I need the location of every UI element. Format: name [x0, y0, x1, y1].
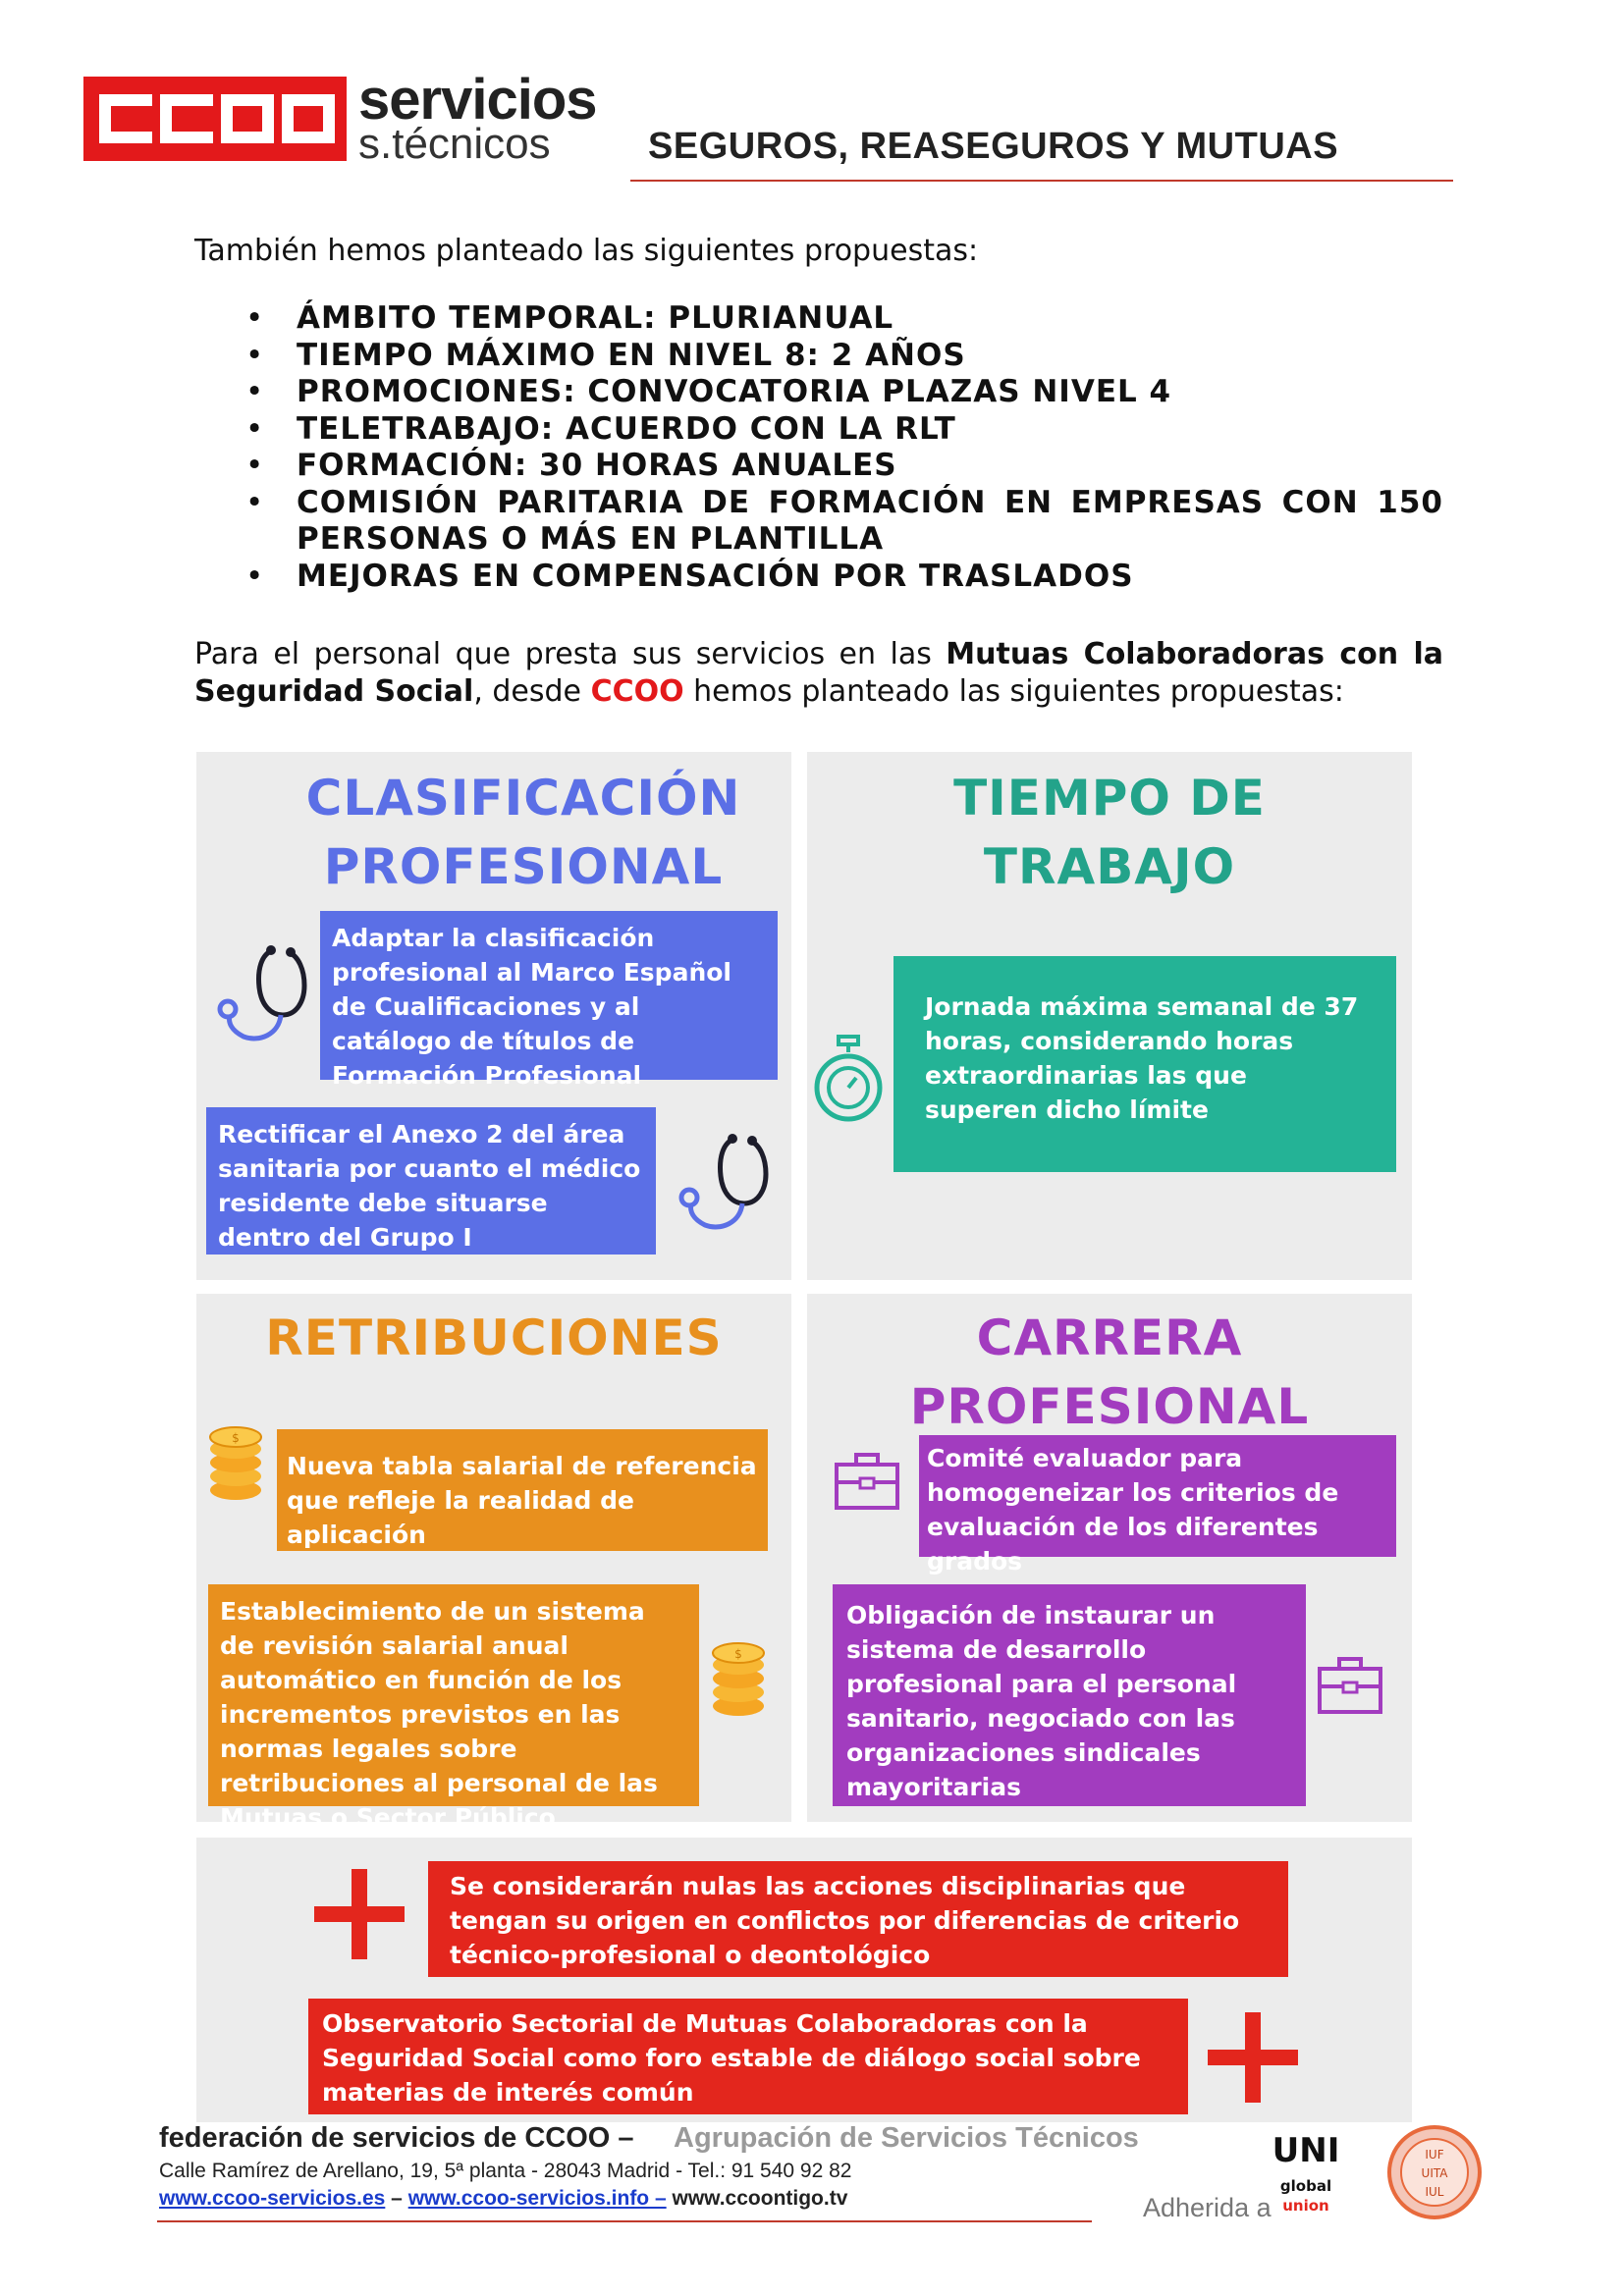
- svg-text:IUL: IUL: [1425, 2185, 1444, 2199]
- extra-item-1: Se considerarán nulas las acciones disciplinarias que tengan su origen en conflictos por diferencias de criterio técnico-profesional o deontológico: [428, 1861, 1288, 1977]
- header-divider: [630, 180, 1453, 182]
- uni-global-union-logo: [1272, 2122, 1340, 2220]
- clasificacion-item-1: Adaptar la clasificación profesional al Marco Español de Cualificaciones y al catálogo de títulos de Formación Profesional: [320, 911, 778, 1080]
- stopwatch-icon: [809, 1035, 888, 1125]
- list-item: • TIEMPO MÁXIMO EN NIVEL 8: 2 AÑOS: [245, 337, 966, 373]
- briefcase-icon: [1316, 1655, 1384, 1716]
- svg-text:$: $: [734, 1647, 742, 1661]
- retribuciones-title: RETRIBUCIONES: [265, 1309, 723, 1366]
- stethoscope-icon: [672, 1129, 774, 1237]
- carrera-item-2: Obligación de instaurar un sistema de desarrollo profesional para el personal sanitario, negociado con las organizaciones sindicales mayoritarias: [833, 1584, 1306, 1806]
- intro-text: También hemos planteado las siguientes propuestas:: [194, 234, 979, 268]
- coins-icon: [206, 1423, 265, 1502]
- list-item: • PROMOCIONES: CONVOCATORIA PLAZAS NIVEL 4: [245, 374, 1172, 409]
- proposals-list: [194, 300, 1443, 595]
- clasificacion-item-2: Rectificar el Anexo 2 del área sanitaria por cuanto el médico residente debe situarse dentro del Grupo I: [206, 1107, 656, 1255]
- svg-text:global: global: [1279, 2177, 1332, 2195]
- footer-federation: federación de servicios de CCOO –: [159, 2122, 634, 2154]
- carrera-title: CARRERA PROFESIONAL: [909, 1309, 1310, 1435]
- page-title: SEGUROS, REASEGUROS Y MUTUAS: [648, 126, 1339, 167]
- logo-letter-c: [99, 94, 152, 143]
- retribuciones-item-1: Nueva tabla salarial de referencia que refleje la realidad de aplicación: [277, 1429, 768, 1551]
- svg-text:UNI: UNI: [1272, 2131, 1340, 2170]
- svg-text:union: union: [1282, 2197, 1329, 2215]
- logo-letter-o: [221, 94, 274, 143]
- footer-group: Agrupación de Servicios Técnicos: [674, 2122, 1139, 2154]
- footer-divider: [157, 2220, 1092, 2222]
- list-item: • COMISIÓN PARITARIA DE FORMACIÓN EN EMPRESAS CON 150 PERSONAS O MÁS EN PLANTILLA: [245, 484, 1443, 557]
- footer-link-ccoo-servicios-es[interactable]: www.ccoo-servicios.es: [159, 2187, 386, 2210]
- list-item: • MEJORAS EN COMPENSACIÓN POR TRASLADOS: [245, 558, 1134, 594]
- brand-subname: s.técnicos: [358, 120, 551, 168]
- ccoo-logo: [83, 77, 347, 161]
- mutuas-paragraph: Para el personal que presta sus servicios en las Mutuas Colaboradoras con la Seguridad Social, desde CCOO hemos planteado las siguientes propuestas:: [194, 637, 1443, 709]
- footer-links: www.ccoo-servicios.es – www.ccoo-servicios.info – www.ccoontigo.tv: [159, 2187, 848, 2210]
- logo-letter-o: [282, 94, 335, 143]
- footer-address: Calle Ramírez de Arellano, 19, 5ª planta - 28043 Madrid - Tel.: 91 540 92 82: [159, 2160, 852, 2182]
- adherida-label: Adherida a: [1143, 2193, 1272, 2222]
- plus-icon: [1206, 2010, 1300, 2105]
- plus-icon: [312, 1867, 406, 1961]
- svg-text:UITA: UITA: [1421, 2166, 1448, 2180]
- stethoscope-icon: [210, 940, 312, 1048]
- list-item: • ÁMBITO TEMPORAL: PLURIANUAL: [245, 300, 894, 336]
- list-item: • FORMACIÓN: 30 HORAS ANUALES: [245, 448, 897, 483]
- svg-text:IUF: IUF: [1425, 2148, 1444, 2162]
- extra-item-2: Observatorio Sectorial de Mutuas Colaboradoras con la Seguridad Social como foro estable de diálogo social sobre materias de interés común: [308, 1999, 1188, 2114]
- iuf-uita-iul-logo: [1386, 2124, 1483, 2220]
- logo-letter-c: [160, 94, 213, 143]
- tiempo-item-1: Jornada máxima semanal de 37 horas, considerando horas extraordinarias las que superen dicho límite: [893, 956, 1396, 1172]
- carrera-item-1: Comité evaluador para homogeneizar los criterios de evaluación de los diferentes grados: [919, 1435, 1396, 1557]
- footer-link-ccoo-servicios-info[interactable]: www.ccoo-servicios.info –: [407, 2187, 667, 2210]
- list-item: • TELETRABAJO: ACUERDO CON LA RLT: [245, 410, 956, 447]
- briefcase-icon: [833, 1451, 901, 1512]
- tiempo-title: TIEMPO DE TRABAJO: [953, 770, 1266, 895]
- footer-link-ccoontigo[interactable]: www.ccoontigo.tv: [666, 2187, 848, 2210]
- retribuciones-item-2: Establecimiento de un sistema de revisión salarial anual automático en función de los incrementos previstos en las normas legales sobre retribuciones al personal de las Mutuas o Sector Público: [208, 1584, 699, 1806]
- brand-name: servicios: [358, 68, 597, 132]
- svg-text:$: $: [232, 1431, 240, 1445]
- clasificacion-title: CLASIFICACIÓN PROFESIONAL: [305, 770, 741, 895]
- coins-icon: [709, 1639, 768, 1718]
